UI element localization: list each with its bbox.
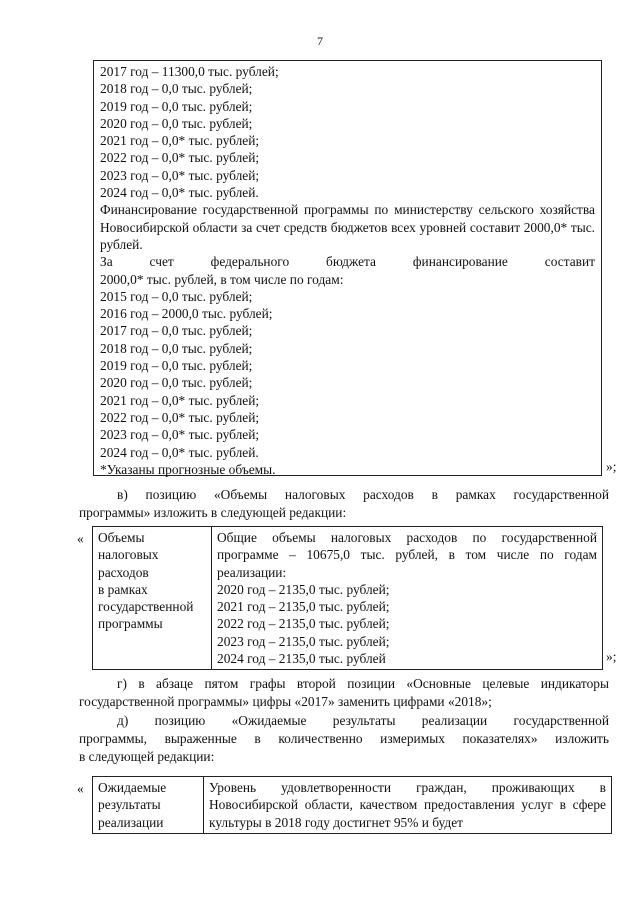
financing-years-list-b: [100, 288, 595, 461]
financing-paragraph: Финансирование государственной программы по министерству сельского хозяйства Новосибирской области за счет средств бюджетов всех уровней составит 2000,0* тыс. рублей.: [100, 202, 595, 252]
list-item: 2022 год – 0,0* тыс. рублей;: [100, 150, 260, 166]
label-line: расходов: [98, 564, 149, 580]
list-item: 2015 год – 0,0 тыс. рублей;: [100, 288, 253, 304]
list-item: 2020 год – 0,0 тыс. рублей;: [100, 375, 253, 391]
financing-box: [93, 60, 602, 476]
table3-open-quote: «: [77, 781, 84, 796]
paragraph-g-line-1: г) в абзаце пятом графы второй позиции «Основные целевые индикаторы: [117, 676, 609, 691]
list-item: 2024 год – 0,0* тыс. рублей.: [100, 444, 259, 460]
tax-expenses-intro: Общие объемы налоговых расходов по государственной программе – 10675,0 тыс. рублей, в том числе по годам реализации:: [217, 530, 597, 580]
list-item: 2023 год – 2135,0 тыс. рублей;: [217, 633, 390, 649]
list-item: 2021 год – 2135,0 тыс. рублей;: [217, 599, 390, 615]
expected-results-label-cell: [93, 777, 204, 834]
paragraph-v-line-2: программы» изложить в следующей редакции:: [79, 505, 347, 520]
list-item: 2017 год – 11300,0 тыс. рублей;: [100, 64, 279, 79]
federal-line-2: 2000,0* тыс. рублей, в том числе по годам:: [100, 271, 344, 287]
list-item: 2022 год – 0,0* тыс. рублей;: [100, 409, 260, 425]
paragraph-d: [79, 712, 609, 766]
paragraph-d-line-2: программы, выраженные в количественно измеримых показателях» изложить: [79, 731, 609, 746]
list-item: 2021 год – 0,0* тыс. рублей;: [100, 392, 260, 408]
tax-expenses-value-cell: [212, 527, 603, 670]
label-line: программы: [98, 616, 163, 632]
box1-close-quote: »;: [606, 459, 617, 474]
tax-expenses-label-cell: [93, 527, 212, 670]
list-item: 2023 год – 0,0* тыс. рублей;: [100, 167, 260, 183]
label-line: реализации: [98, 814, 164, 830]
list-item: 2024 год – 2135,0 тыс. рублей: [217, 651, 386, 667]
paragraph-v: [79, 486, 609, 522]
table2-close-quote: »;: [606, 649, 617, 664]
list-item: 2019 год – 0,0 тыс. рублей;: [100, 98, 253, 114]
federal-line-1: За счет федерального бюджета финансирование составит: [100, 254, 595, 270]
page-number: 7: [317, 34, 323, 48]
list-item: 2024 год – 0,0* тыс. рублей.: [100, 185, 259, 201]
expected-results-value-cell: Уровень удовлетворенности граждан, проживающих в Новосибирской области, качеством предоставления услуг в сфере культуры в 2018 году достигнет 95% и будет: [204, 777, 612, 834]
table2-open-quote: «: [77, 531, 84, 546]
label-line: Ожидаемые: [98, 780, 167, 795]
forecast-footnote: *Указаны прогнозные объемы.: [100, 461, 276, 477]
label-line: результаты: [98, 797, 161, 813]
table-row: [93, 777, 612, 834]
label-line: государственной: [98, 599, 194, 615]
list-item: 2021 год – 0,0* тыс. рублей;: [100, 133, 260, 149]
financing-years-list-a: [100, 63, 595, 201]
table-row: [93, 527, 603, 670]
label-line: налоговых: [98, 547, 159, 563]
paragraph-v-line-1: в) позицию «Объемы налоговых расходов в рамках государственной: [117, 487, 609, 502]
paragraph-d-line-1: д) позицию «Ожидаемые результаты реализации государственной: [117, 713, 609, 728]
list-item: 2017 год – 0,0 тыс. рублей;: [100, 323, 253, 339]
list-item: 2022 год – 2135,0 тыс. рублей;: [217, 616, 390, 632]
paragraph-g: [79, 675, 609, 711]
paragraph-g-line-2: государственной программы» цифры «2017» заменить цифрами «2018»;: [79, 694, 492, 709]
tax-expenses-table: [92, 526, 603, 670]
list-item: 2016 год – 2000,0 тыс. рублей;: [100, 306, 273, 322]
label-line: Объемы: [98, 530, 145, 545]
list-item: 2018 год – 0,0 тыс. рублей;: [100, 81, 253, 97]
list-item: 2020 год – 0,0 тыс. рублей;: [100, 115, 253, 131]
list-item: 2019 год – 0,0 тыс. рублей;: [100, 358, 253, 374]
list-item: 2020 год – 2135,0 тыс. рублей;: [217, 581, 390, 597]
list-item: 2023 год – 0,0* тыс. рублей;: [100, 427, 260, 443]
expected-results-table: [92, 776, 612, 834]
list-item: 2018 год – 0,0 тыс. рублей;: [100, 340, 253, 356]
paragraph-d-line-3: в следующей редакции:: [79, 749, 215, 764]
label-line: в рамках: [98, 581, 148, 597]
